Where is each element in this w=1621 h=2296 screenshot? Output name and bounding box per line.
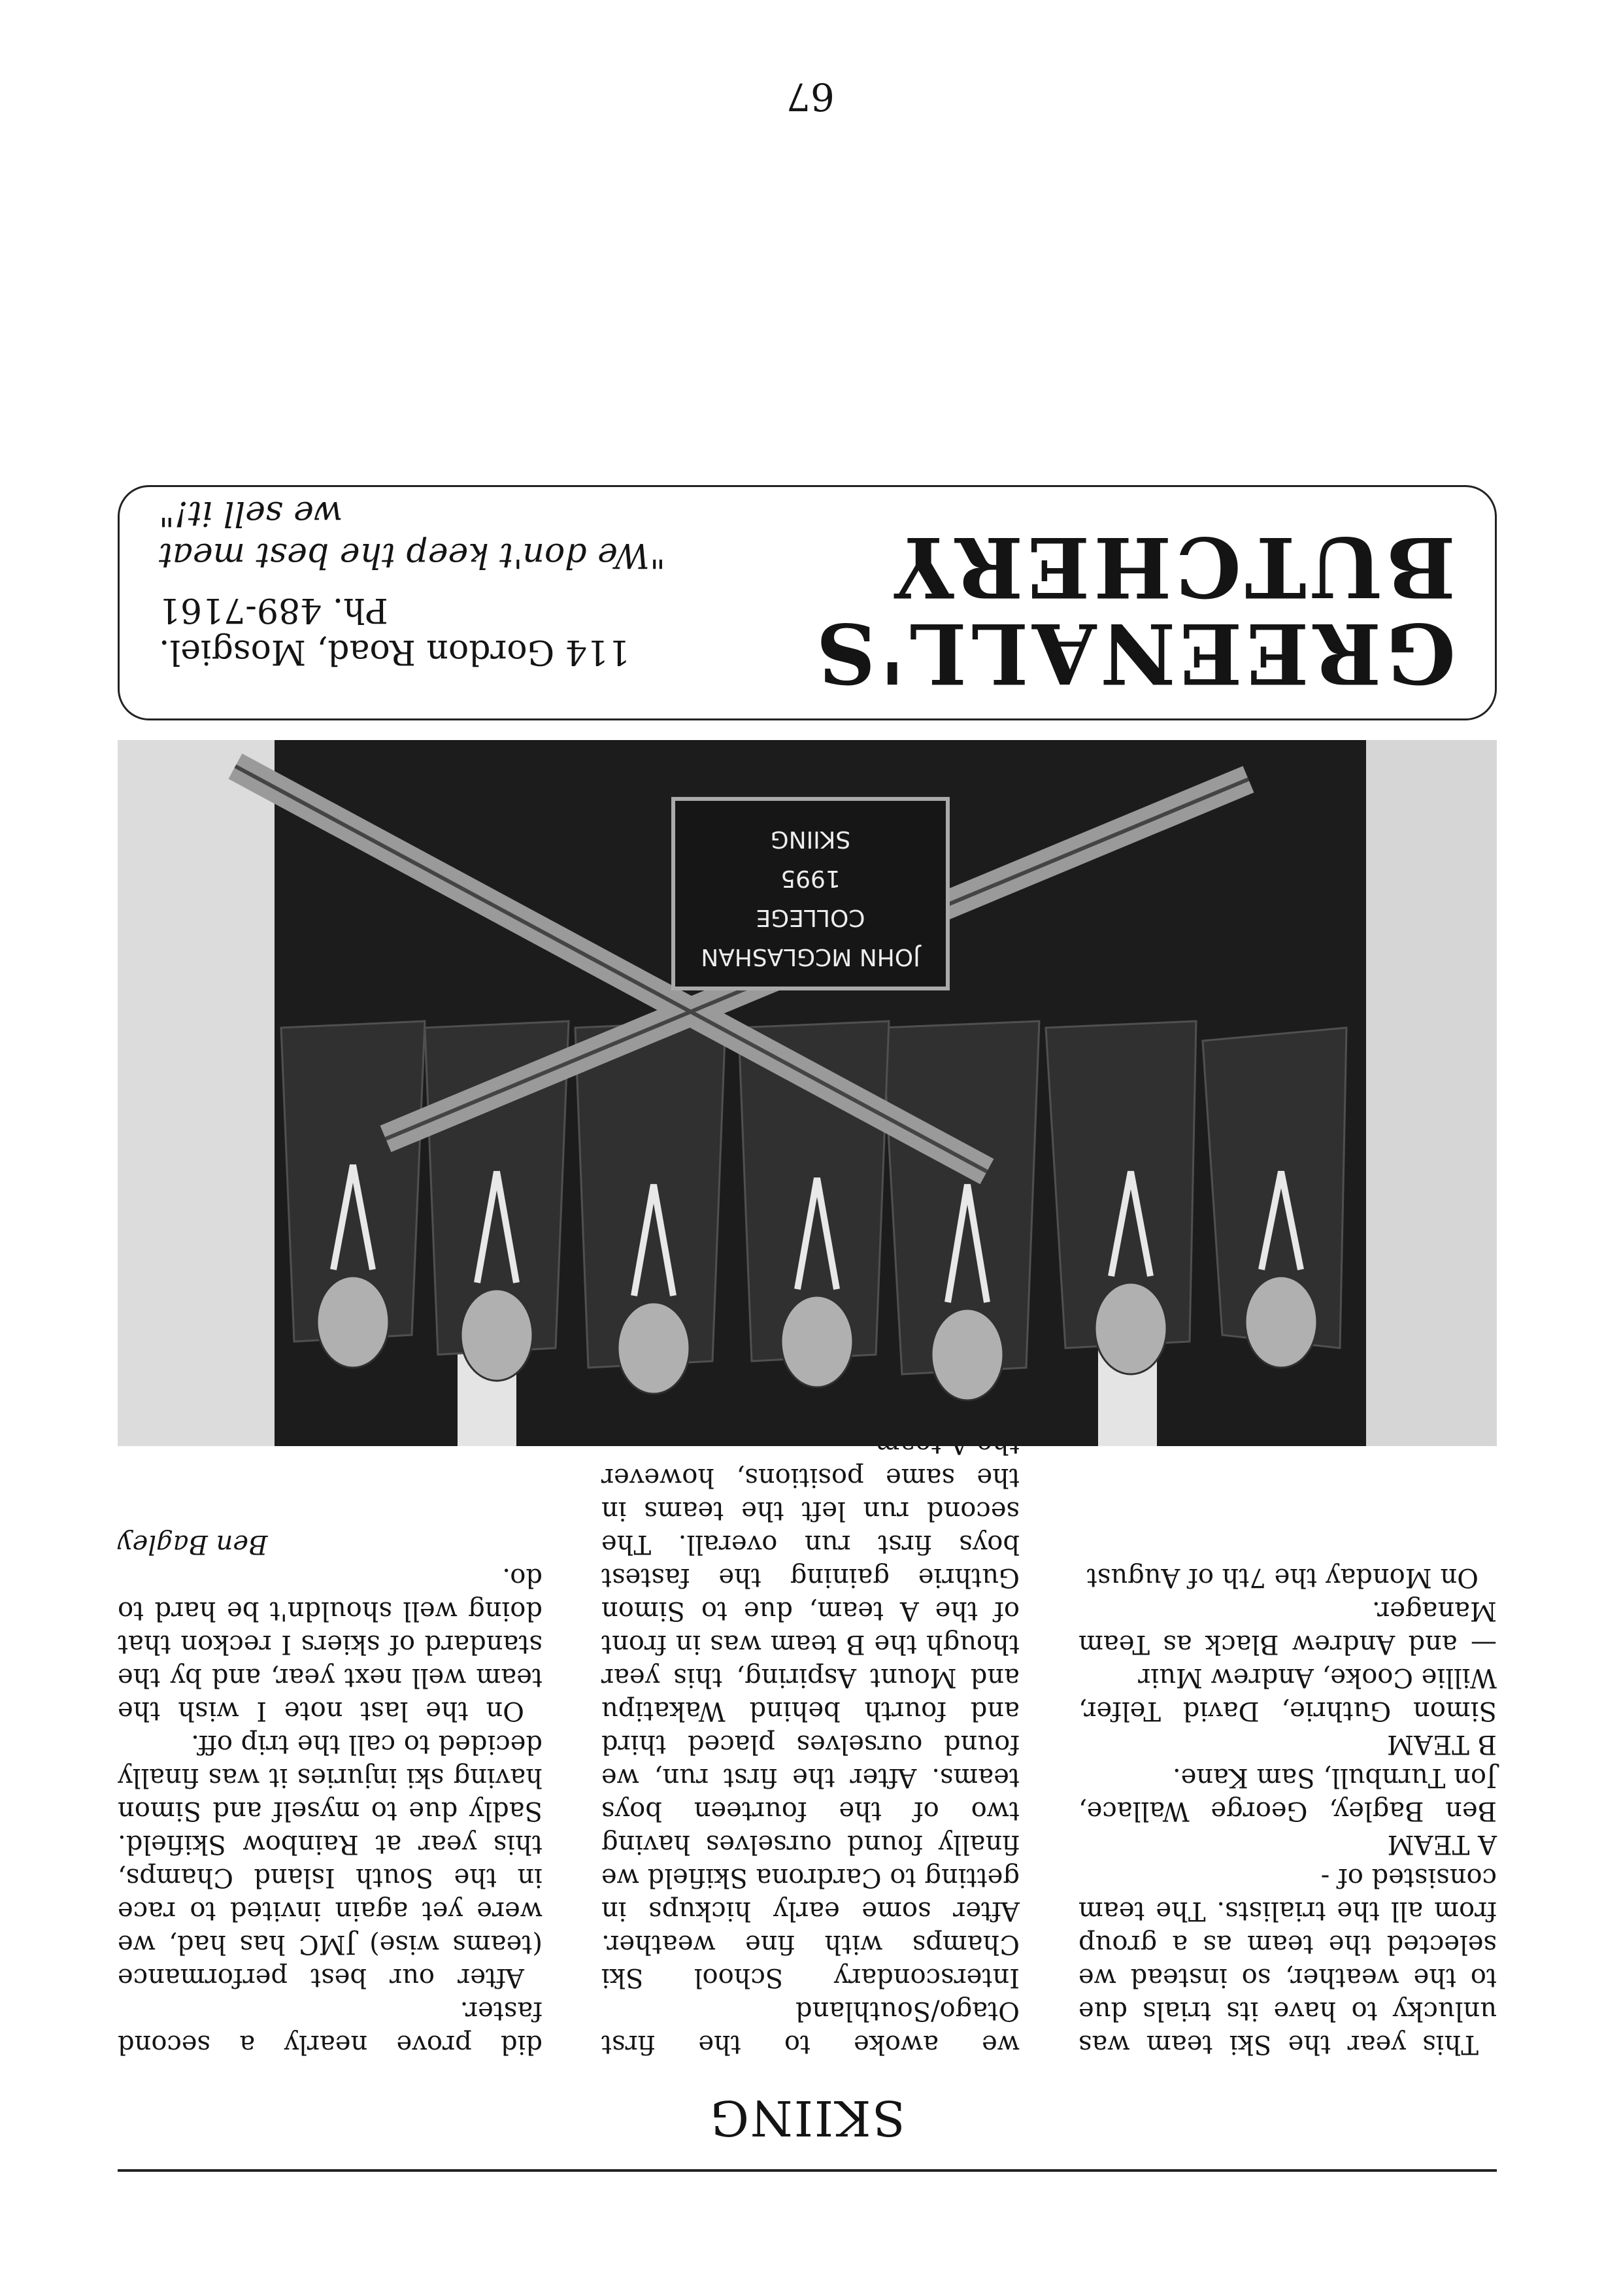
top-rule — [118, 2169, 1497, 2172]
team-heading: B TEAM — [1387, 1729, 1497, 1759]
team-photo — [118, 740, 1497, 1446]
butchery-advert — [118, 485, 1497, 720]
paragraph: — and Andrew Black as Team Manager. — [1078, 1596, 1497, 1659]
paragraph: On Monday the 7th of August — [1086, 1562, 1479, 1593]
team-members: Simon Guthrie, David Telfer, Willie Cooke, Andrew Muir — [1078, 1663, 1497, 1726]
paragraph: we awoke to the first Otago/Southland Interscondary School Ski Champs with fine weather. After some early hickups in getting to Cardrona Skifield we finally found ourselves having two of the fourteen boys teams. After the first run, we found ourselves placed third and fourth behind Wakatipu and Mount Aspiring, this year though the B team was in front of the A team, due to Simon Guthrie gaining the fastest boys first run overall. The second run left the teams in the same positions, however — [601, 1462, 1020, 2059]
page-number: 67 — [786, 75, 835, 119]
advert-address: 114 Gordon Road, Mosgiel. — [159, 632, 630, 671]
paragraph: On the last note I wish the team well next year, and by the standard of skiers I reckon that doing well shouldn't be hard to do. — [118, 1562, 543, 1726]
sign-line: JOHN MCGLASHAN — [701, 943, 920, 970]
paragraph: did prove nearly a second faster. — [118, 1996, 543, 2059]
article-column-2 — [601, 1427, 1020, 2061]
sign-line: COLLEGE — [756, 904, 865, 931]
advert-business-name: GREENALL'S BUTCHERY — [812, 518, 1456, 701]
article-column-1 — [1078, 1561, 1497, 2061]
advert-contact — [159, 492, 665, 673]
article-column-3 — [118, 1527, 543, 2061]
paragraph: This year the Ski team was unlucky to have its trials due to the weather, so instead we selected the team as a group from all the trialists. The team consisted of - — [1078, 1863, 1497, 2059]
section-title: SKIING — [709, 2089, 906, 2146]
team-heading: A TEAM — [1387, 1829, 1497, 1859]
team-members: Ben Bagley, George Wallace, Jon Turnbull, Sam Kane. — [1078, 1763, 1497, 1826]
sign-line: 1995 — [780, 865, 841, 892]
sign-line: SKIING — [770, 826, 851, 853]
paragraph: After our best performance (teams wise) JMC has had, we were yet again invited to race in the South Island Champs, this year at Rainbow Skifield. Sadly due to myself and Simon having ski injuries it was finally decided to call the trip off. — [118, 1729, 543, 1993]
advert-phone: Ph. 489-7161 — [159, 590, 388, 630]
advert-slogan: "We don't keep the best meat we sell it!" — [159, 494, 665, 575]
author-signature: Ben Bagley — [118, 1529, 268, 1559]
